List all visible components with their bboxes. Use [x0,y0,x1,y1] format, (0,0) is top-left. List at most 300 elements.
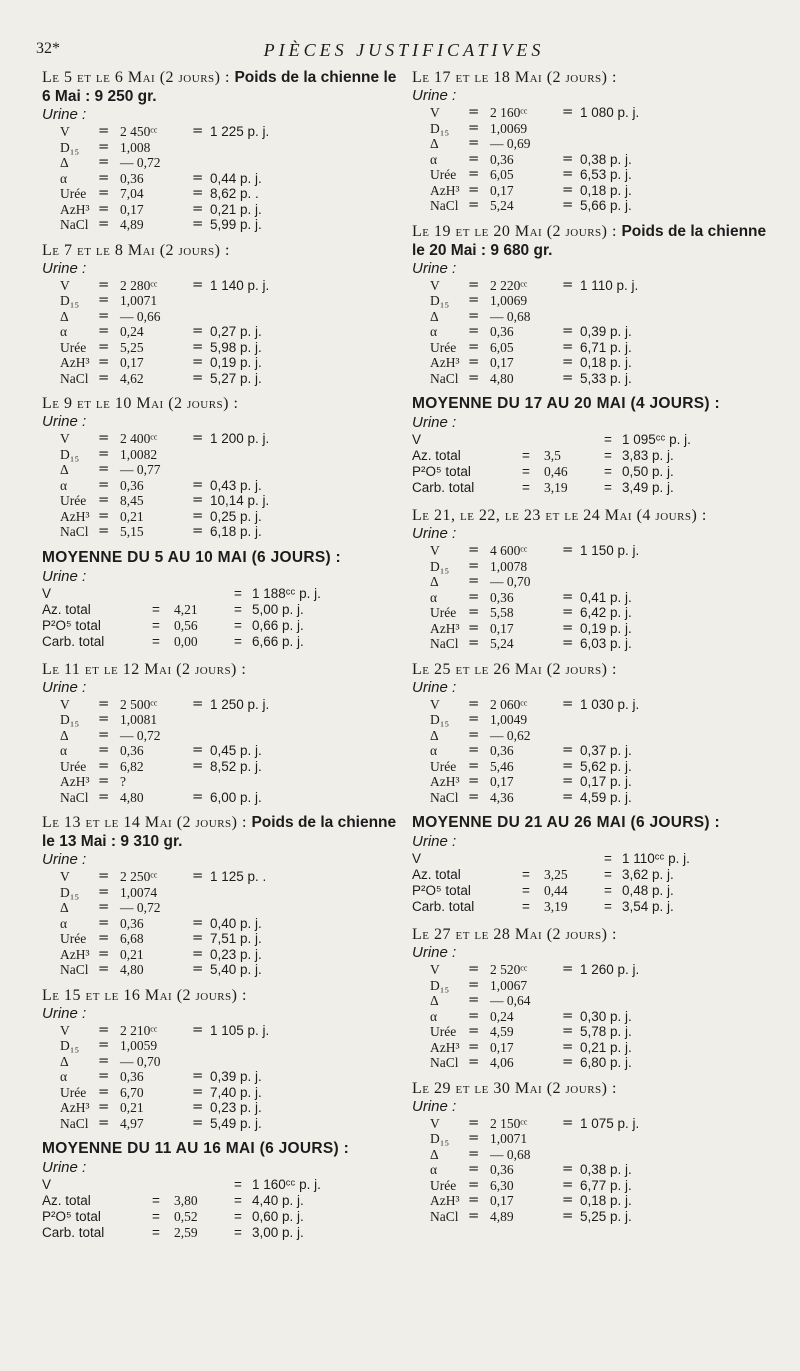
measure-raw: 1,0074 [120,884,158,900]
measurement-row [412,590,767,606]
equals-sign [562,1147,580,1163]
mean-per-day: 5,00 p. j. [252,601,304,617]
measurement-row [412,324,767,340]
measure-label: D₁₅ [60,1038,80,1053]
mean-row [42,586,397,602]
measure-label: Urée [60,1084,87,1100]
equals-sign: = [234,1225,242,1240]
measurement-row [42,1100,397,1116]
equals-sign [562,293,580,309]
mean-row [412,464,767,480]
measure-raw: 6,30 [490,1177,514,1193]
measure-per-day: 0,19 p. j. [210,355,262,370]
equals-sign: = [468,1176,480,1193]
measurement-row [412,574,767,590]
equals-sign: = [98,430,110,446]
mean-raw [544,851,604,867]
measurement-row [42,493,397,509]
equals-sign: = [604,464,612,479]
measure-raw: 4,62 [120,370,144,386]
measure-per-day: 0,30 p. j. [580,1008,632,1024]
equals-sign: = [522,883,530,898]
equals-sign: = [468,695,480,712]
measurement-row [412,1116,767,1132]
equals-sign: = [562,197,574,213]
equals-sign: = [192,492,204,508]
measurement-row [42,202,397,218]
measure-per-day: 0,18 p. j. [580,1193,632,1208]
measure-raw: 4,80 [120,789,144,805]
measure-label: Urée [60,493,87,508]
mean-per-day: 0,60 p. j. [252,1209,304,1224]
measurement-row [412,728,767,744]
measure-per-day: 0,21 p. j. [210,201,262,217]
measure-raw: 0,21 [120,1100,144,1115]
measure-label: NaCl [430,1055,459,1070]
equals-sign: = [192,369,204,386]
equals-sign: = [98,154,110,170]
mean-raw: 0,46 [544,464,568,479]
measure-raw: 0,17 [490,1039,514,1055]
equals-sign: = [468,1192,480,1208]
equals-sign: = [192,945,204,962]
equals-sign [562,309,580,325]
mean-block [412,394,767,496]
equals-sign: = [98,338,110,355]
equals-sign: = [192,169,204,186]
measure-raw: 6,70 [120,1084,144,1100]
measure-raw: 2 060ᶜᶜ [490,696,528,712]
measure-label: AzH³ [430,774,460,789]
measurement-row [42,900,397,916]
measurement-row [42,324,397,340]
equals-sign: = [562,1054,574,1070]
equals-sign: = [468,104,480,120]
equals-sign [192,774,210,790]
equals-sign: = [192,1021,204,1038]
measurement-row [412,559,767,575]
measure-raw: 0,17 [490,1193,514,1208]
mean-per-day: 3,54 p. j. [622,899,674,914]
mean-row [412,448,767,464]
measurement-row [42,1054,397,1070]
measurement-row [412,167,767,183]
measurement-row [42,1038,397,1054]
measure-per-day: 5,98 p. j. [210,339,262,355]
mean-raw: 0,52 [174,1209,198,1224]
urine-label: Urine : [412,259,457,277]
equals-sign: = [468,711,480,727]
measurement-period [42,986,397,1132]
period-heading [42,394,397,413]
measure-raw: 4,36 [490,789,514,805]
equals-sign: = [468,976,480,993]
equals-sign: = [98,169,110,186]
equals-sign: = [192,1099,204,1115]
measure-label: D₁₅ [430,712,450,727]
measure-label: AzH³ [430,620,460,636]
measure-per-day: 10,14 p. j. [210,493,270,508]
equals-sign: = [468,726,480,743]
equals-sign: = [234,585,242,601]
equals-sign: = [192,1083,204,1100]
equals-sign: = [234,1209,242,1224]
equals-sign: = [562,1007,574,1024]
equals-sign: = [604,448,612,463]
equals-sign: = [98,216,110,232]
equals-sign: = [98,492,110,508]
equals-sign [192,1038,210,1054]
measurement-row [42,931,397,947]
running-title: PIÈCES JUSTIFICATIVES [263,40,545,60]
measure-per-day: 6,80 p. j. [580,1055,632,1070]
measure-label: α [430,589,438,605]
measurement-row [412,697,767,713]
page-header [36,40,772,62]
equals-sign: = [468,961,480,977]
measure-per-day: 8,52 p. j. [210,758,262,774]
period-dates: Le 13 et le 14 Mai (2 jours) : [42,814,252,831]
equals-sign: = [562,742,574,758]
equals-sign: = [98,476,110,493]
measurement-row [42,155,397,171]
equals-sign: = [562,181,574,198]
measure-per-day: 0,40 p. j. [210,915,262,931]
measure-raw: 2 150ᶜᶜ [490,1115,528,1131]
measure-raw: 6,82 [120,758,144,774]
right-column [412,68,767,1232]
equals-sign: = [468,338,480,355]
measure-label: Δ [60,727,69,743]
mean-label: V [42,585,52,601]
equals-sign: = [234,601,242,617]
measure-raw: — 0,72 [120,155,161,170]
mean-row [412,867,767,883]
equals-sign: = [98,961,110,977]
measurement-row [42,885,397,901]
equals-sign: = [192,914,204,931]
dog-weight-note: Poids de la chienne le 13 Mai : 9 310 gr. [42,814,397,850]
mean-raw [544,432,604,448]
measure-raw: 4,80 [490,370,514,386]
measure-label: Urée [60,186,87,201]
mean-raw [174,1177,234,1193]
mean-label: P²O⁵ total [412,464,471,479]
mean-label: Az. total [412,448,461,463]
measure-raw: 0,17 [490,182,514,198]
equals-sign: = [468,369,480,386]
equals-sign [192,309,210,325]
measurement-row [412,1209,767,1225]
measure-label: α [430,1008,438,1024]
period-heading [42,68,397,106]
measure-label: AzH³ [60,355,90,370]
measure-raw: 0,21 [120,946,144,962]
period-heading [412,925,767,944]
measure-per-day: 5,62 p. j. [580,758,632,774]
equals-sign [562,136,580,152]
mean-block [412,813,767,915]
measurement-period [42,394,397,540]
mean-per-day: 0,66 p. j. [252,617,304,633]
mean-raw: 4,21 [174,601,198,617]
measure-label: V [430,1115,440,1131]
measure-raw: 1,0081 [120,712,158,727]
equals-sign: = [562,323,574,339]
equals-sign: = [98,200,110,217]
equals-sign: = [98,1052,110,1069]
measurement-row [42,1069,397,1085]
measure-raw: 5,46 [490,758,514,774]
equals-sign: = [192,1068,204,1084]
period-dates: Le 17 et le 18 Mai (2 jours) : [412,69,617,86]
measure-raw: 2 450ᶜᶜ [120,124,158,139]
measure-raw: 4,59 [490,1024,514,1039]
equals-sign: = [98,695,110,712]
measure-raw: 0,36 [490,1162,514,1177]
measure-label: V [60,124,70,139]
measurement-row [412,712,767,728]
equals-sign: = [468,119,480,136]
equals-sign: = [98,307,110,324]
equals-sign: = [234,633,242,649]
measurement-row [412,962,767,978]
equals-sign [562,574,580,590]
equals-sign [562,559,580,575]
equals-sign [192,885,210,901]
measurement-row [412,136,767,152]
mean-per-day: 1 110ᶜᶜ p. j. [622,851,690,866]
mean-label: Az. total [412,867,461,882]
equals-sign: = [192,930,204,946]
measure-raw: 1,0059 [120,1038,158,1053]
measure-label: D₁₅ [60,446,80,462]
measure-per-day: 1 075 p. j. [580,1115,640,1131]
equals-sign: = [562,338,574,355]
measure-raw: 2 220ᶜᶜ [490,277,528,293]
measure-label: V [60,696,70,712]
equals-sign: = [192,868,204,884]
measure-raw: 1,0082 [120,446,158,462]
period-heading [412,1079,767,1098]
measure-per-day: 1 250 p. j. [210,696,270,712]
equals-sign [192,140,210,156]
measurement-row [42,462,397,478]
measurement-row [42,869,397,885]
measurement-row [412,1009,767,1025]
measure-label: α [60,170,68,186]
equals-sign: = [192,1114,204,1131]
measurement-row [412,790,767,806]
measure-label: NaCl [60,789,89,805]
measure-per-day: 7,51 p. j. [210,931,262,946]
equals-sign: = [562,354,574,370]
measure-label: V [60,1022,70,1038]
mean-per-day: 4,40 p. j. [252,1193,304,1208]
measure-label: Urée [60,931,87,946]
mean-row [42,602,397,618]
equals-sign: = [468,573,480,589]
measure-per-day: 0,18 p. j. [580,182,632,198]
equals-sign: = [192,742,204,758]
measurement-row [42,697,397,713]
mean-label: V [412,851,422,866]
measure-label: Δ [430,136,439,151]
mean-label: Az. total [42,601,91,617]
measure-label: V [430,962,440,977]
measurement-row [42,140,397,156]
measure-label: NaCl [60,1115,89,1131]
mean-row [412,480,767,496]
equals-sign [562,712,580,728]
mean-row [42,1209,397,1225]
measure-raw: 0,36 [490,743,514,758]
measurement-period [412,222,767,387]
measure-raw: 7,04 [120,186,144,201]
equals-sign: = [98,742,110,758]
measurement-row [412,1193,767,1209]
equals-sign: = [468,557,480,574]
measure-label: AzH³ [430,355,460,370]
measure-raw: 1,0078 [490,558,528,574]
measure-per-day: 0,19 p. j. [580,620,632,636]
period-dates: Le 25 et le 26 Mai (2 jours) : [412,660,617,678]
measure-label: D₁₅ [60,139,80,155]
urine-label: Urine : [42,413,87,430]
measurement-row [412,309,767,325]
mean-per-day: 0,48 p. j. [622,883,674,898]
measure-label: α [60,324,68,339]
equals-sign: = [152,601,160,617]
period-dates: Le 11 et le 12 Mai (2 jours) : [42,660,247,678]
mean-row [412,432,767,448]
measure-raw: 0,36 [120,1069,144,1084]
mean-raw: 3,19 [544,480,568,495]
measure-label: NaCl [60,217,89,232]
measure-label: Δ [430,993,439,1008]
measure-per-day: 0,43 p. j. [210,477,262,493]
mean-raw: 3,19 [544,899,568,914]
equals-sign: = [192,695,204,712]
measure-per-day: 1 080 p. j. [580,105,640,120]
measure-label: Δ [430,727,439,743]
measure-raw: 2 520ᶜᶜ [490,962,528,977]
mean-row [42,1177,397,1193]
equals-sign: = [522,899,530,914]
measure-raw: 0,36 [490,151,514,167]
measurement-row [42,524,397,540]
equals-sign: = [98,1099,110,1115]
urine-label: Urine : [42,567,87,585]
equals-sign: = [522,464,530,479]
equals-sign: = [468,588,480,605]
measurement-row [42,431,397,447]
equals-sign: = [468,542,480,558]
measurement-row [42,355,397,371]
measure-per-day: 5,25 p. j. [580,1208,632,1224]
measurement-row [412,774,767,790]
measure-raw: — 0,62 [490,727,531,743]
measure-label: Urée [60,758,87,774]
measure-label: NaCl [430,636,459,651]
measure-raw: 2 280ᶜᶜ [120,277,158,293]
equals-sign: = [562,1176,574,1193]
mean-raw: 3,5 [544,448,561,463]
mean-per-day: 0,50 p. j. [622,464,674,479]
measurement-row [42,278,397,294]
measure-raw: 0,36 [490,324,514,339]
measure-raw: 0,17 [490,620,514,636]
dog-weight-note: Poids de la chienne le 20 Mai : 9 680 gr. [412,222,767,259]
measure-raw: 4,89 [490,1208,514,1224]
measure-label: AzH³ [60,1100,90,1115]
equals-sign: = [468,619,480,636]
measure-label: Urée [430,1177,457,1193]
measure-per-day: 1 105 p. j. [210,1022,270,1038]
measurement-row [412,1178,767,1194]
equals-sign [192,1054,210,1070]
measure-label: Urée [60,339,87,355]
measure-label: AzH³ [430,182,460,198]
measurement-period [42,813,397,978]
measure-per-day: 0,38 p. j. [580,151,632,167]
urine-label: Urine : [412,833,457,850]
equals-sign: = [522,480,530,495]
measure-raw: 0,21 [120,508,144,524]
measurement-period [412,1079,767,1225]
measure-per-day: 6,71 p. j. [580,339,632,355]
measurement-row [412,743,767,759]
measure-raw: 1,0049 [490,712,528,727]
measure-per-day: 1 150 p. j. [580,543,640,558]
equals-sign: = [468,354,480,370]
measure-raw: 1,0069 [490,293,528,308]
equals-sign: = [468,788,480,805]
urine-label: Urine : [42,851,87,868]
period-dates: Le 5 et le 6 Mai (2 jours) : [42,69,235,86]
equals-sign: = [152,633,160,649]
measure-per-day: 0,21 p. j. [580,1039,632,1055]
equals-sign: = [562,604,574,620]
measurement-row [42,962,397,978]
measure-raw: 0,24 [490,1008,514,1024]
measurement-period [42,660,397,806]
measure-label: Δ [60,900,69,915]
equals-sign: = [98,354,110,370]
measure-raw: 5,25 [120,339,144,355]
urine-label: Urine : [412,944,457,961]
mean-row [42,634,397,650]
measure-raw: 4,89 [120,217,144,232]
measurement-row [42,1116,397,1132]
equals-sign: = [98,788,110,805]
measurement-period [42,68,397,233]
equals-sign: = [192,354,204,370]
measurement-row [412,293,767,309]
equals-sign: = [562,1207,574,1224]
measure-per-day: 5,66 p. j. [580,198,632,213]
measurement-row [412,605,767,621]
measure-raw: — 0,70 [120,1053,161,1069]
measure-label: Δ [60,155,69,170]
mean-row [42,618,397,634]
measure-raw: 1,0067 [490,977,528,993]
equals-sign: = [98,445,110,462]
mean-raw: 0,44 [544,883,568,898]
measure-per-day: 0,45 p. j. [210,743,262,758]
measurement-row [412,1024,767,1040]
equals-sign: = [98,276,110,293]
